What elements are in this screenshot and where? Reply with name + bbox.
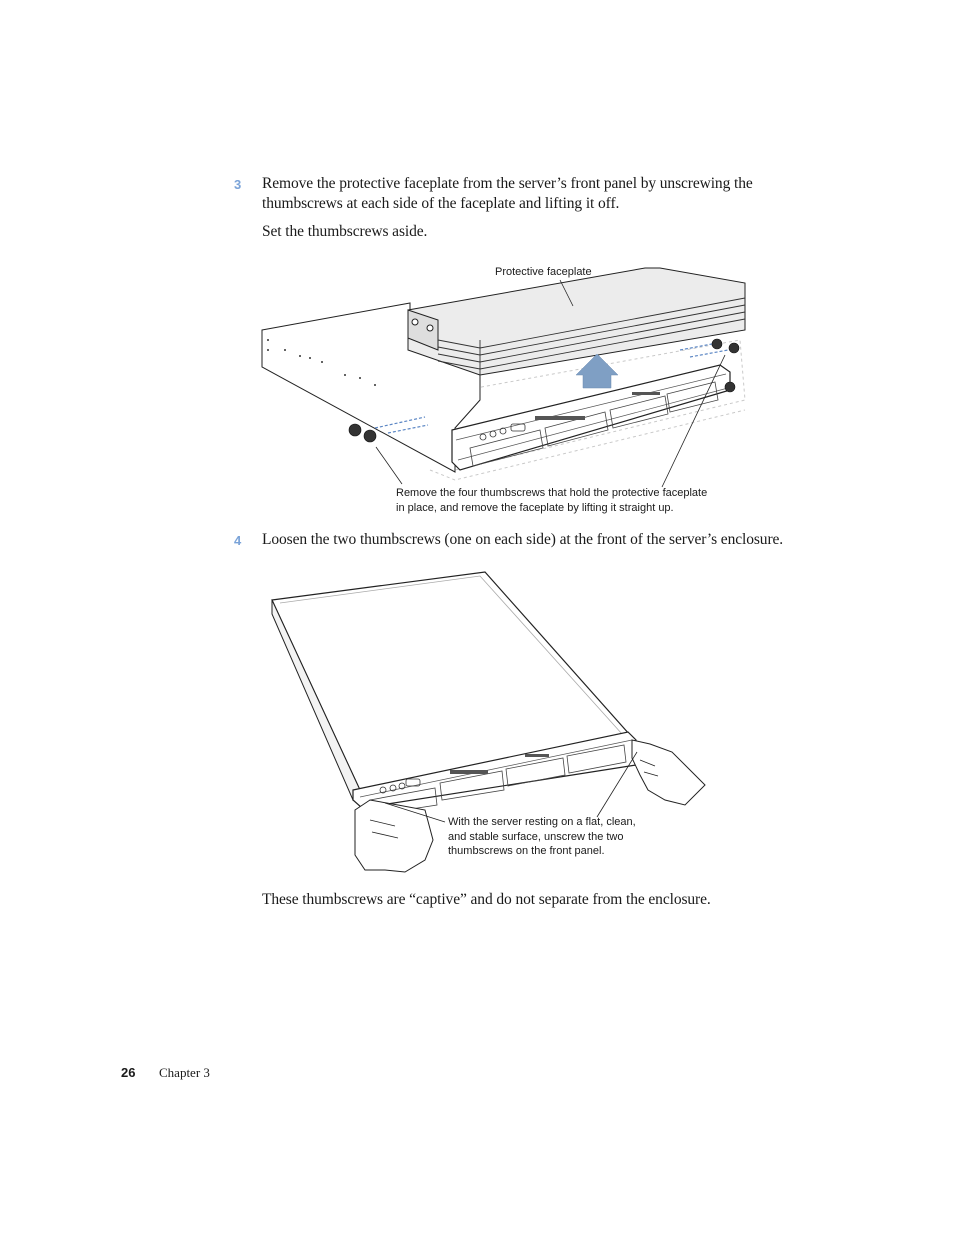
step-4-number: 4	[234, 533, 242, 548]
figure-2-callout	[448, 815, 636, 859]
step-3-number: 3	[234, 177, 242, 192]
step-3-note: Set the thumbscrews aside.	[262, 223, 428, 240]
step-4-text: Loosen the two thumbscrews (one on each side) at the front of the server’s enclosure.	[262, 531, 784, 548]
faceplate-label: Protective faceplate	[495, 266, 592, 278]
figure-2-callout-line-1: With the server resting on a flat, clean,	[448, 816, 636, 828]
step-3-line-1: Remove the protective faceplate from the server’s front panel by unscrewing the	[262, 175, 753, 192]
step-3-line-2: thumbscrews at each side of the faceplate and lifting it off.	[262, 195, 620, 212]
figure-2-callout-line-3: thumbscrews on the front panel.	[448, 845, 605, 857]
chapter-label: Chapter 3	[159, 1065, 210, 1080]
figure-1-callout-line-2: in place, and remove the faceplate by lifting it straight up.	[396, 501, 674, 514]
figure-2-callout-line-2: and stable surface, unscrew the two	[448, 830, 624, 843]
page-number: 26	[121, 1065, 136, 1080]
closing-text: These thumbscrews are “captive” and do not separate from the enclosure.	[262, 891, 711, 908]
figure-1-callout-line-1: Remove the four thumbscrews that hold the protective faceplate	[396, 487, 708, 499]
